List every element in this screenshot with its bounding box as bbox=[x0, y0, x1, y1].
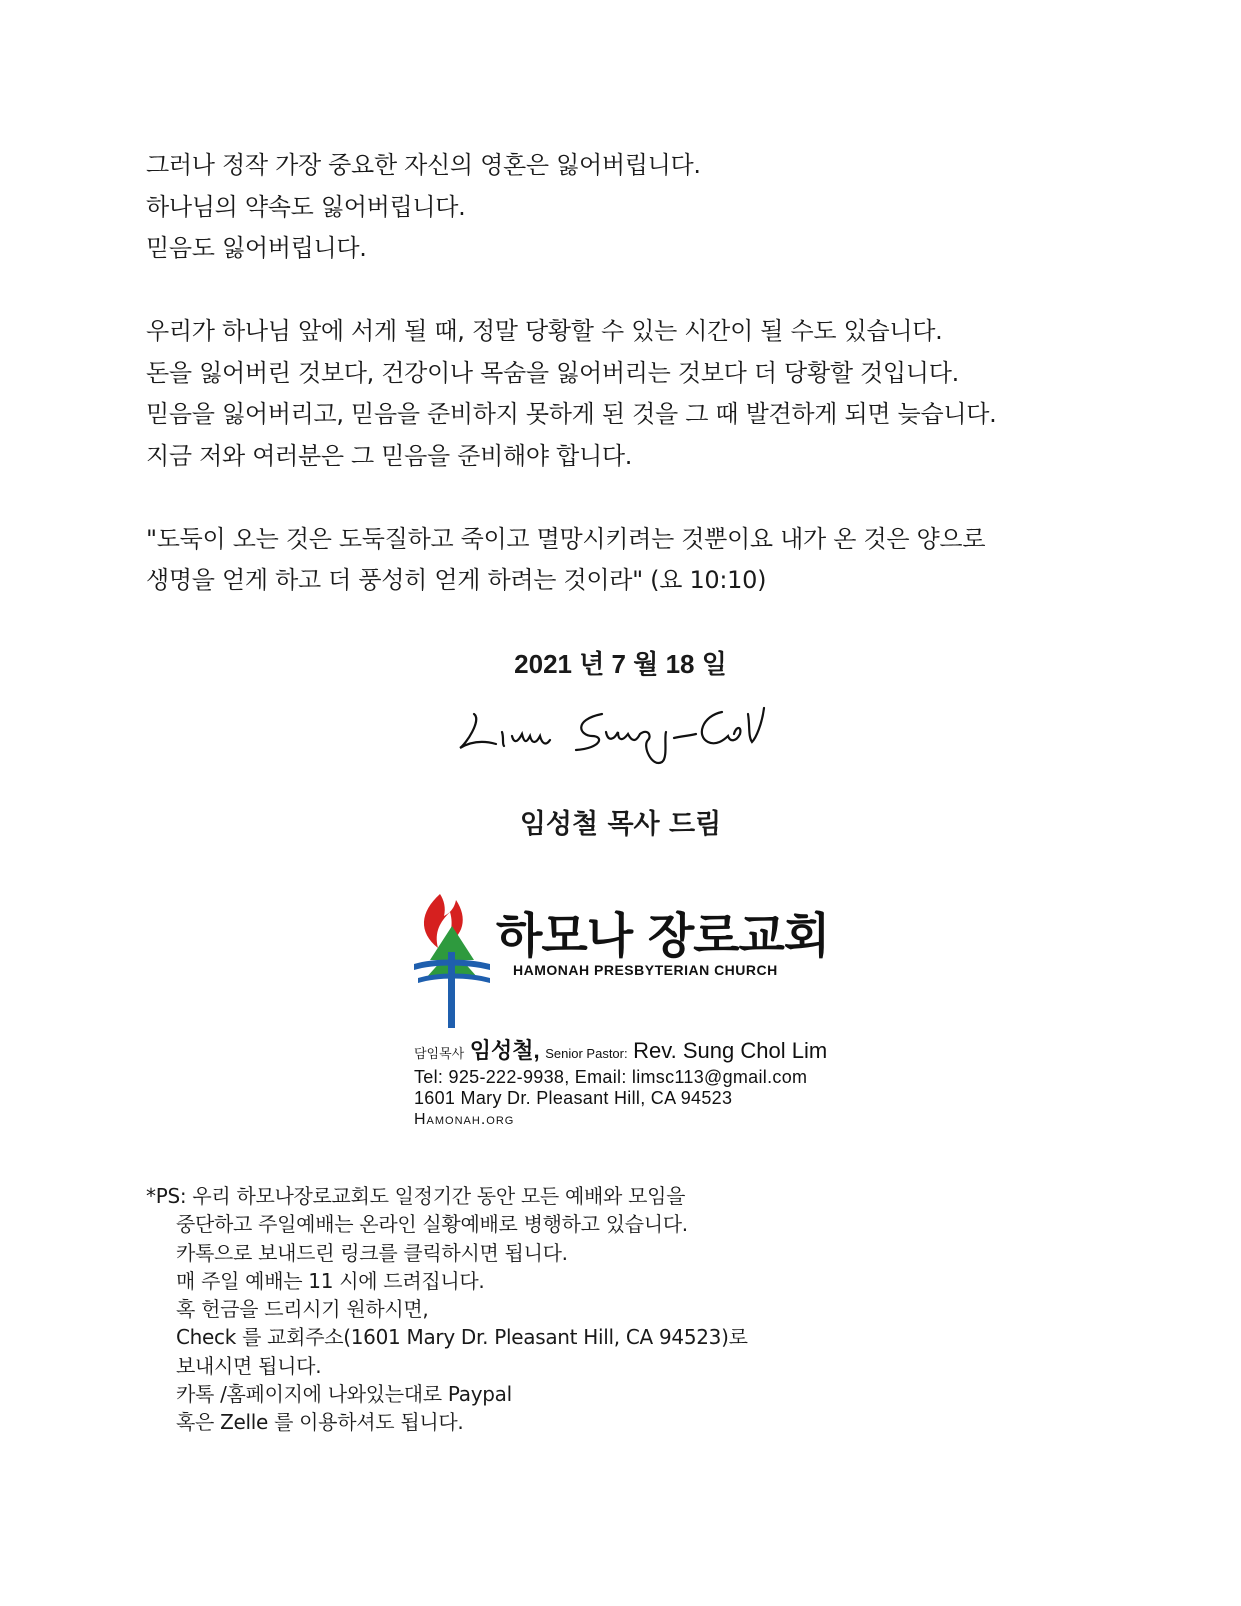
paragraph-2 bbox=[146, 311, 1106, 477]
scripture-quote bbox=[146, 519, 1106, 602]
pastor-line bbox=[414, 1038, 827, 1067]
pastor-label-ko: 담임목사 bbox=[414, 1046, 465, 1061]
contact-block bbox=[414, 1038, 827, 1131]
ps-line: 카톡으로 보내드린 링크를 클릭하시면 됩니다. bbox=[176, 1240, 568, 1265]
logo-title: 하모나 장로교회 bbox=[496, 908, 830, 964]
church-logo bbox=[410, 892, 840, 1032]
postscript bbox=[146, 1182, 748, 1437]
text-line: 믿음을 잃어버리고, 믿음을 준비하지 못하게 된 것을 그 때 발견하게 되면 늦습니다. bbox=[146, 400, 997, 428]
text-line: 우리가 하나님 앞에 서게 될 때, 정말 당황할 수 있는 시간이 될 수도 있습니다. bbox=[146, 317, 943, 345]
address-line: 1601 Mary Dr. Pleasant Hill, CA 94523 bbox=[414, 1088, 733, 1108]
logo-subtitle: HAMONAH PRESBYTERIAN CHURCH bbox=[513, 962, 778, 978]
pastor-name-ko: 임성철, bbox=[469, 1038, 540, 1063]
text-line: 그러나 정작 가장 중요한 자신의 영혼은 잃어버립니다. bbox=[146, 151, 701, 179]
letter-date: 2021 년 7 월 18 일 bbox=[514, 649, 727, 679]
ps-line: 카톡 /홈페이지에 나와있는대로 Paypal bbox=[176, 1382, 512, 1407]
ps-line: *PS: 우리 하모나장로교회도 일정기간 동안 모든 예배와 모임을 bbox=[146, 1184, 686, 1208]
ps-line: Check 를 교회주소(1601 Mary Dr. Pleasant Hill, CA 94523)로 bbox=[176, 1325, 748, 1350]
pastor-label-en: Senior Pastor: bbox=[545, 1046, 628, 1061]
church-emblem-icon bbox=[410, 892, 494, 1032]
signer-name: 임성철 목사 드림 bbox=[519, 809, 722, 840]
text-line: 믿음도 잃어버립니다. bbox=[146, 234, 367, 262]
ps-line: 중단하고 주일예배는 온라인 실황예배로 병행하고 있습니다. bbox=[176, 1212, 688, 1237]
ps-line: 혹 헌금을 드리시기 원하시면, bbox=[176, 1297, 429, 1322]
text-line: 하나님의 약속도 잃어버립니다. bbox=[146, 192, 466, 221]
ps-line: 매 주일 예배는 11 시에 드려집니다. bbox=[176, 1268, 485, 1293]
website-link[interactable]: Hamonah.org bbox=[414, 1111, 515, 1128]
handwritten-signature bbox=[452, 692, 782, 772]
text-line: 돈을 잃어버린 것보다, 건강이나 목숨을 잃어버리는 것보다 더 당황할 것입니다. bbox=[146, 358, 959, 387]
letter-body bbox=[146, 145, 1106, 643]
ps-line: 혹은 Zelle 를 이용하셔도 됩니다. bbox=[176, 1410, 464, 1435]
paragraph-1 bbox=[146, 145, 1106, 270]
text-line: 생명을 얻게 하고 더 풍성히 얻게 하려는 것이라" (요 10:10) bbox=[146, 566, 767, 594]
text-line: "도둑이 오는 것은 도둑질하고 죽이고 멸망시키려는 것뿐이요 내가 온 것은 양으로 bbox=[146, 524, 986, 553]
ps-line: 보내시면 됩니다. bbox=[176, 1353, 322, 1378]
pastor-name-en: Rev. Sung Chol Lim bbox=[633, 1038, 828, 1063]
phone-email-line: Tel: 925-222-9938, Email: limsc113@gmail.com bbox=[414, 1067, 808, 1087]
text-line: 지금 저와 여러분은 그 믿음을 준비해야 합니다. bbox=[146, 441, 633, 470]
